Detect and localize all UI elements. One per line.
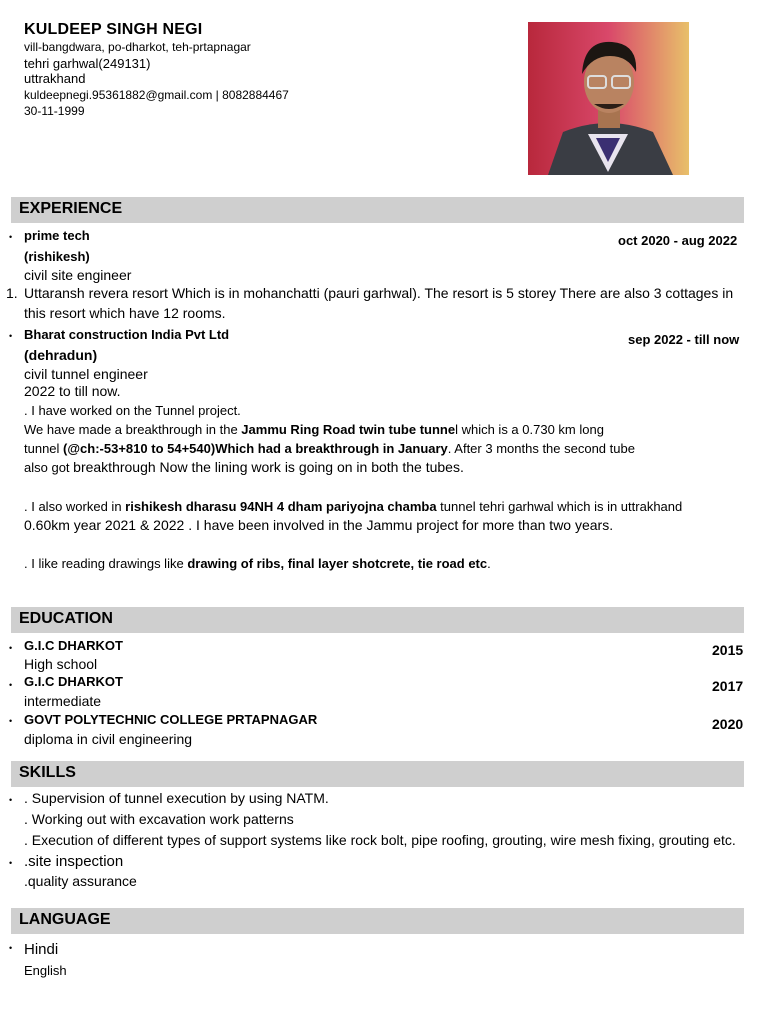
bullet: • bbox=[9, 795, 13, 805]
address-line-1: vill-bangdwara, po-dharkot, teh-prtapnagar bbox=[24, 40, 251, 54]
section-header-skills: SKILLS bbox=[11, 761, 744, 787]
skill-item: .quality assurance bbox=[24, 873, 137, 889]
section-header-language: LANGUAGE bbox=[11, 908, 744, 934]
job2-paragraph-3: tunnel (@ch:-53+810 to 54+540)Which had a breakthrough in January. After 3 months the second tube bbox=[24, 441, 635, 456]
bullet: • bbox=[9, 232, 13, 242]
skill-item: . Supervision of tunnel execution by using NATM. bbox=[24, 790, 329, 806]
address-line-2: tehri garhwal(249131) bbox=[24, 56, 151, 71]
bullet: • bbox=[9, 680, 13, 690]
skill-item: . Working out with excavation work patterns bbox=[24, 811, 294, 827]
job2-company: Bharat construction India Pvt Ltd bbox=[24, 327, 230, 342]
job1-location: (rishikesh) bbox=[24, 249, 90, 264]
bullet: • bbox=[9, 643, 13, 653]
education-school: GOVT POLYTECHNIC COLLEGE PRTAPNAGAR bbox=[24, 712, 318, 727]
list-number: 1. bbox=[6, 285, 18, 301]
job2-paragraph-7: . I like reading drawings like drawing of ribs, final layer shotcrete, tie road etc. bbox=[24, 556, 491, 571]
education-level: High school bbox=[24, 656, 98, 672]
job1-description-line1: Uttaransh revera resort Which is in mohanchatti (pauri garhwal). The resort is 5 storey There are also 3 cottages in bbox=[24, 285, 734, 301]
address-line-3: uttrakhand bbox=[24, 71, 86, 86]
job2-paragraph-4: also got breakthrough Now the lining work is going on in both the tubes. bbox=[24, 459, 464, 475]
job2-period: 2022 to till now. bbox=[24, 383, 121, 399]
skill-item: .site inspection bbox=[24, 853, 124, 870]
bullet: • bbox=[9, 943, 13, 953]
section-header-education: EDUCATION bbox=[11, 607, 744, 633]
job2-paragraph-2: We have made a breakthrough in the Jammu Ring Road twin tube tunnel which is a 0.730 km long bbox=[24, 422, 604, 437]
bullet: • bbox=[9, 858, 13, 868]
contact-line: kuldeepnegi.95361882@gmail.com | 8082884467 bbox=[24, 88, 289, 102]
job1-description-line2: this resort which have 12 rooms. bbox=[24, 305, 226, 321]
job2-paragraph-6: 0.60km year 2021 & 2022 . I have been involved in the Jammu project for more than two years. bbox=[24, 517, 614, 533]
skill-item: . Execution of different types of support systems like rock bolt, pipe roofing, grouting, wire mesh fixing, grouting etc. bbox=[24, 832, 736, 848]
language-item: Hindi bbox=[24, 941, 59, 958]
job1-role: civil site engineer bbox=[24, 267, 132, 283]
job2-location: (dehradun) bbox=[24, 347, 98, 363]
education-school: G.I.C DHARKOT bbox=[24, 638, 123, 653]
education-level: diploma in civil engineering bbox=[24, 731, 193, 747]
candidate-name: KULDEEP SINGH NEGI bbox=[24, 21, 203, 38]
date-of-birth: 30-11-1999 bbox=[24, 104, 85, 118]
bullet: • bbox=[9, 716, 13, 726]
education-level: intermediate bbox=[24, 693, 102, 709]
job2-paragraph-1: . I have worked on the Tunnel project. bbox=[24, 403, 241, 418]
job2-paragraph-5: . I also worked in rishikesh dharasu 94NH 4 dham pariyojna chamba tunnel tehri garhwal which is in uttrakhand bbox=[24, 499, 683, 514]
education-school: G.I.C DHARKOT bbox=[24, 674, 123, 689]
job1-dates: oct 2020 - aug 2022 bbox=[618, 233, 738, 248]
profile-photo bbox=[528, 22, 689, 175]
education-year: 2017 bbox=[712, 678, 744, 694]
bullet: • bbox=[9, 331, 13, 341]
education-year: 2015 bbox=[712, 642, 744, 658]
job1-company: prime tech bbox=[24, 228, 90, 243]
education-year: 2020 bbox=[712, 716, 744, 732]
job2-dates: sep 2022 - till now bbox=[628, 332, 740, 347]
section-header-experience: EXPERIENCE bbox=[11, 197, 744, 223]
language-item: English bbox=[24, 963, 67, 978]
job2-role: civil tunnel engineer bbox=[24, 366, 148, 382]
